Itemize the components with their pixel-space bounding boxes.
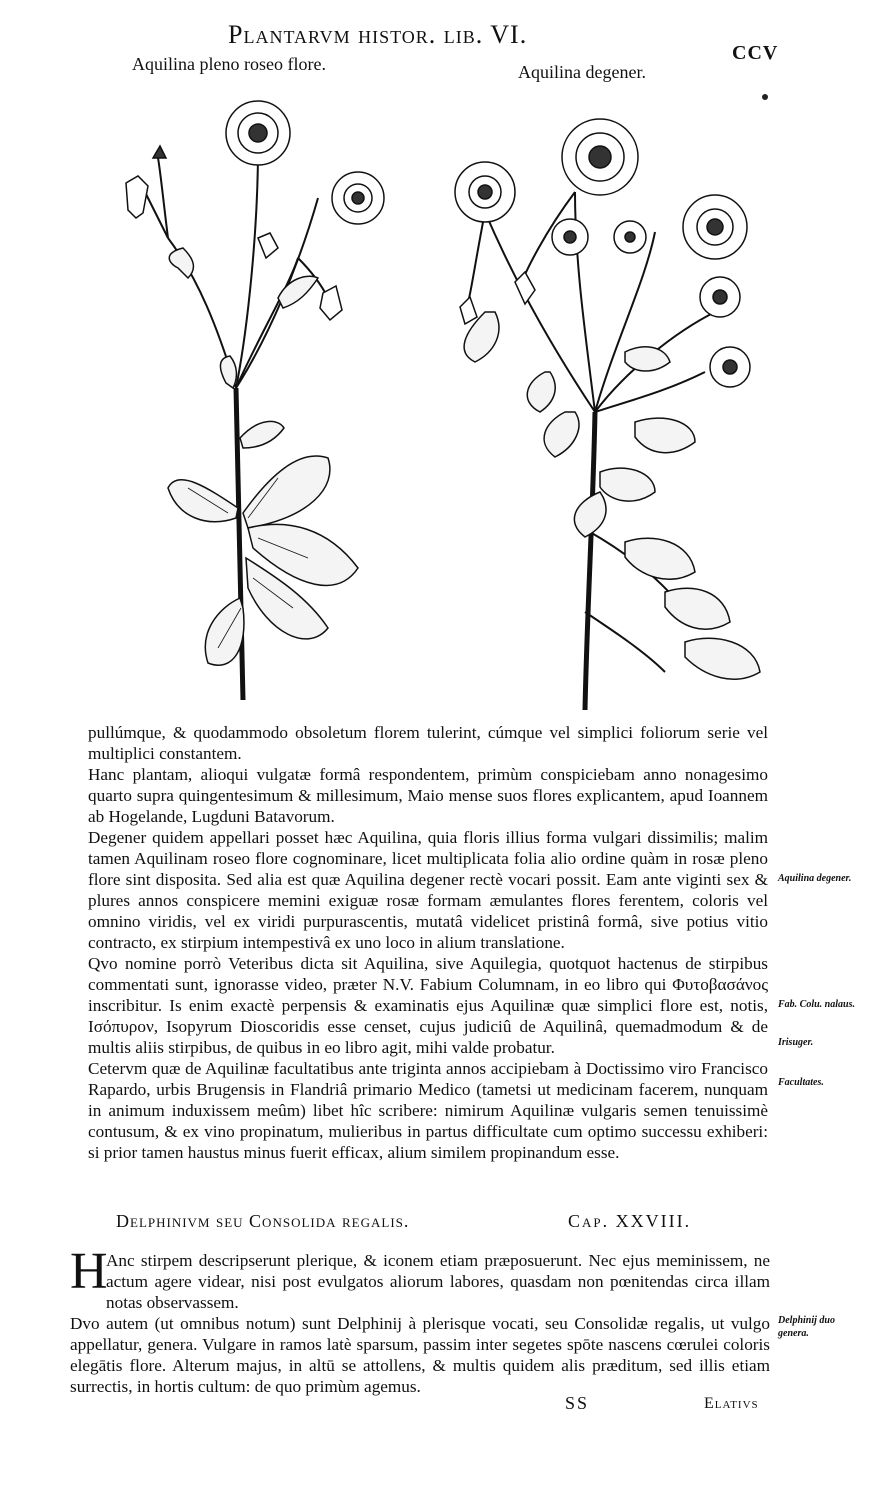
margin-note-aquilina-degener: Aquilina degener. bbox=[778, 873, 852, 884]
left-plant-illustration bbox=[108, 88, 408, 703]
chapter-text bbox=[70, 1250, 770, 1397]
page-number: CCV bbox=[732, 42, 779, 64]
margin-note-delphinium: Delphinij duo genera. bbox=[778, 1315, 835, 1339]
margin-note-facultates: Facultates. bbox=[778, 1077, 824, 1088]
paragraph: pullúmque, & quodammodo obsoletum florem tulerint, cúmque vel simplici foliorum serie vel multiplici constantem. bbox=[88, 723, 768, 763]
margin-note-isopyrum: Irisuger. bbox=[778, 1037, 814, 1048]
paragraph: Anc stirpem descripserunt plerique, & iconem etiam præposuerunt. Nec ejus meminissem, ne actum agere videar, nisi post evulgatos aliorum labores, quasdam non pœnitendas circa illam notas observassem. bbox=[106, 1251, 770, 1312]
running-title: Plantarvm histor. lib. VI. bbox=[228, 20, 528, 49]
left-figure-caption: Aquilina pleno roseo flore. bbox=[132, 54, 326, 74]
ink-dot bbox=[762, 94, 768, 100]
catchword: Elativs bbox=[704, 1395, 759, 1412]
paragraph: Qvo nomine porrò Veteribus dicta sit Aquilina, sive Aquilegia, quotquot hactenus de stirpibus commentati sunt, ignorasse video, præter N.V. Fabium Columnam, in eo libro qui Φυτοβασάνος inscribitur. Is enim exactè perpensis & examinatis ejus Aquilinæ quæ simplici flore est, notis, Ισόπυρον, Isopyrum Dioscoridis esse censet, cujus judiciû de Aquilinâ, quemadmodum & de multis aliis stirpibus, de quibus in eo libro agit, mihi valde probatur. bbox=[88, 954, 768, 1057]
drop-cap: H bbox=[70, 1243, 108, 1300]
paragraph: Cetervm quæ de Aquilinæ facultatibus ante triginta annos accipiebam à Doctissimo viro Francisco Rapardo, urbis Brugensis in Flandriâ primario Medico (tametsi ut medicinam facerem, nunquam in animum induxissem meûm) libet hîc scribere: nimirum Aquilinæ vulgaris semen tenuissimè contusum, & ex vino propinatum, mulieribus in partus difficultate cum optimo successu exhiberi: si prior tamen haustus minus fuerit efficax, alium similem propinandum esse. bbox=[88, 1059, 768, 1162]
chapter-heading bbox=[116, 1211, 736, 1232]
chapter-number: Cap. XXVIII. bbox=[568, 1211, 692, 1231]
right-plant-illustration bbox=[425, 112, 780, 712]
margin-note-fabius-columna: Fab. Colu. nalaus. bbox=[778, 999, 855, 1010]
paragraph: Degener quidem appellari posset hæc Aquilina, quia floris illius forma vulgari dissimilis; malim tamen Aquilinam roseo flore cognominare, licet multiplicata folia alio ordine quàm in rosæ pleno flore sint disposita. Sed alia est quæ Aquilina degener rectè vocari possit. Eam ante viginti sex & plures annos conspicere memini exiguæ rosæ formam æmulantes flores ferentem, coloris vel omnino viridis, vel ex viridi purpurascentis, mutatâ videlicet pristinâ formâ, sive potius vitio contracto, ex stirpium intempestivâ ex uno loco in alium translatione. bbox=[88, 828, 768, 952]
chapter-title: Delphinivm seu Consolida regalis. bbox=[116, 1211, 410, 1231]
right-figure-caption: Aquilina degener. bbox=[518, 62, 646, 82]
paragraph: Dvo autem (ut omnibus notum) sunt Delphinij à plerisque vocati, seu Consolidæ regalis, ut vulgo appellatur, genera. Vulgare in ramos latè sparsum, passim inter segetes spōte nascens cœrulei coloris elegātis flore. Alterum majus, in altū se attollens, & multis quidem alis præditum, sed illis etiam surrectis, in hortis cultum: de quo primùm agemus. bbox=[70, 1314, 770, 1396]
main-text bbox=[88, 722, 768, 1163]
paragraph: Hanc plantam, alioqui vulgatæ formâ respondentem, primùm conspiciebam anno nonagesimo quarto supra quingentesimum & millesimum, Maio mense suos flores explicantem, apud Ioannem ab Hogelande, Lugduni Batavorum. bbox=[88, 765, 768, 826]
signature-mark: SS bbox=[565, 1393, 590, 1413]
